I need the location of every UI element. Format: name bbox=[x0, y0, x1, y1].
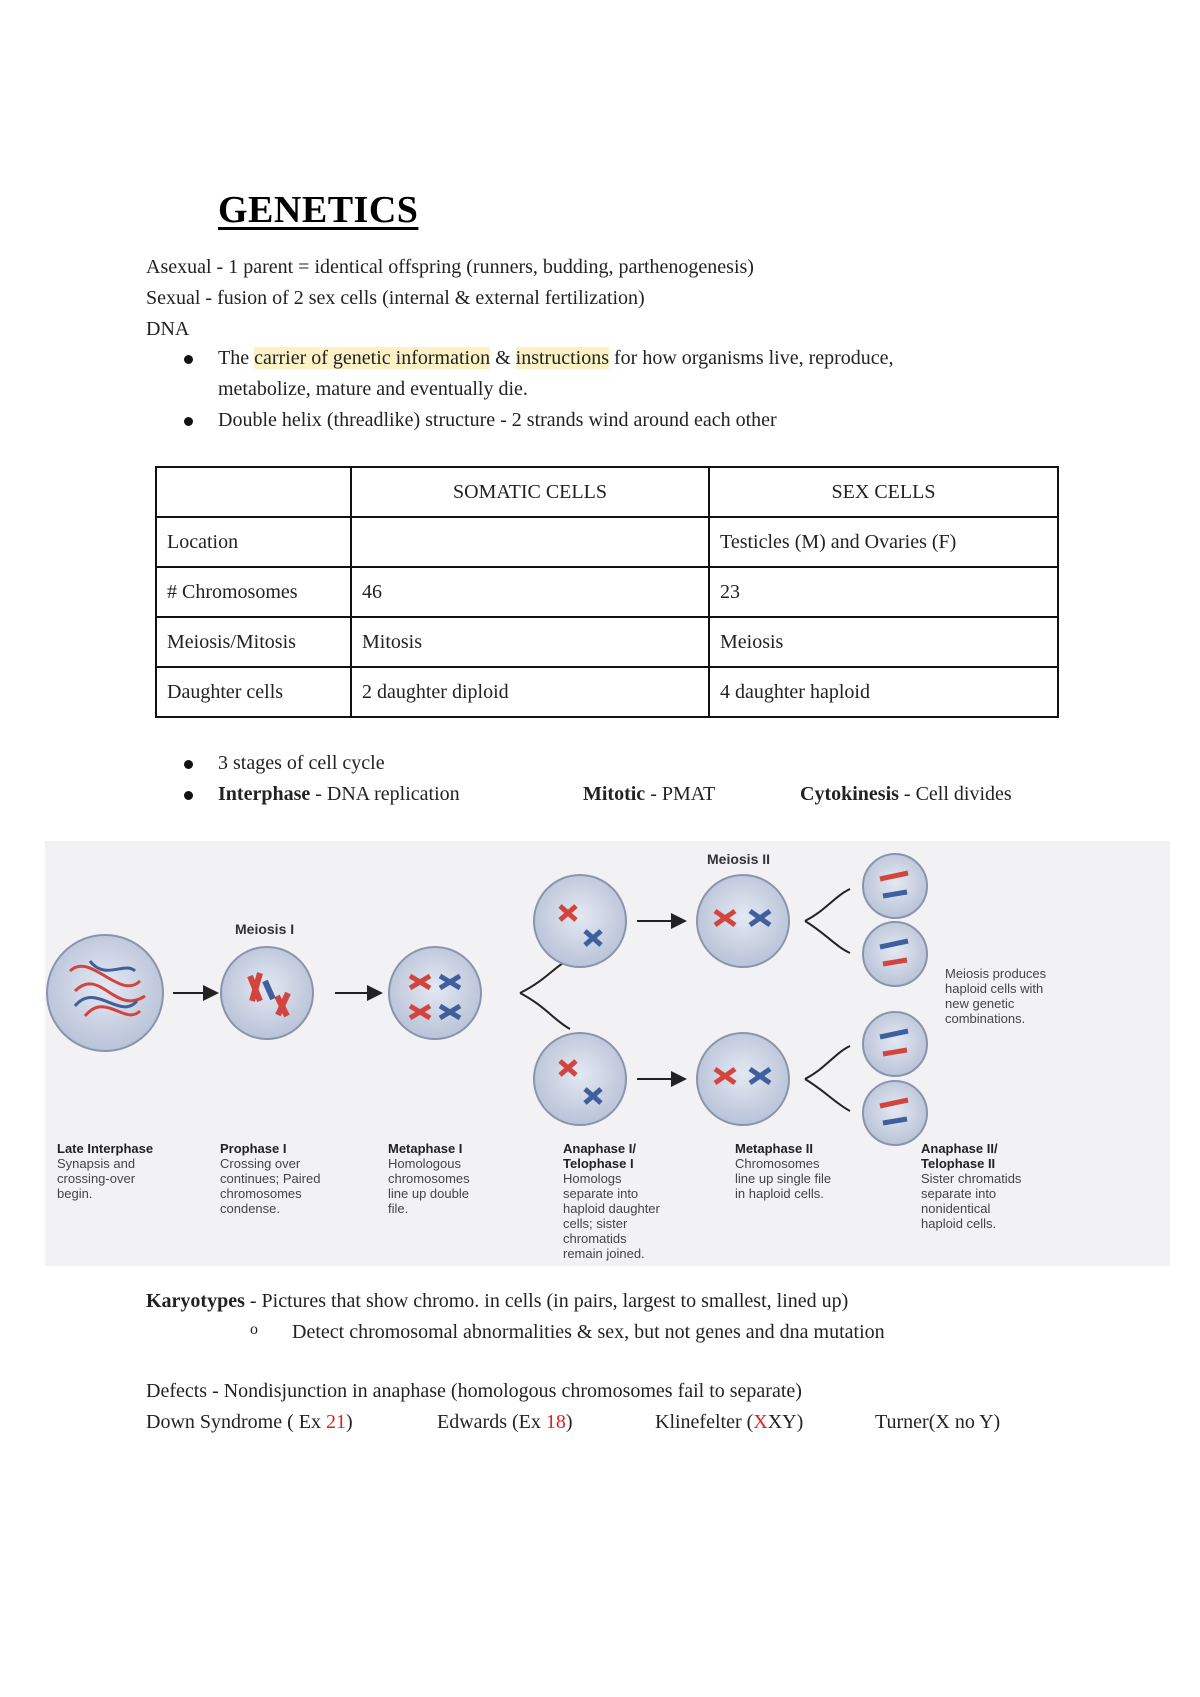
stage-line: nonidentical bbox=[921, 1201, 991, 1216]
text: ) bbox=[345, 1411, 353, 1433]
dna-bullet-1 bbox=[218, 347, 894, 370]
table-cell: Meiosis/Mitosis bbox=[156, 617, 351, 667]
stage-line: continues; Paired bbox=[220, 1171, 321, 1186]
stage-line: Homologs bbox=[563, 1171, 622, 1186]
stage-title: Late Interphase bbox=[57, 1141, 154, 1156]
haploid-cell-1 bbox=[863, 854, 927, 918]
stage-line: chromosomes bbox=[220, 1186, 302, 1201]
stage-line: cells; sister bbox=[563, 1216, 628, 1231]
defects-line: Defects - Nondisjunction in anaphase (homologous chromosomes fail to separate) bbox=[146, 1380, 802, 1402]
text: - PMAT bbox=[645, 783, 716, 805]
label: Karyotypes bbox=[146, 1290, 245, 1312]
haploid-cell-3 bbox=[863, 1012, 927, 1076]
table-cell: Mitosis bbox=[351, 617, 709, 667]
cells-comparison-table bbox=[155, 466, 1059, 718]
table-row bbox=[156, 667, 1058, 717]
stage-label-metaphase-1 bbox=[388, 1141, 470, 1216]
text: Down Syndrome ( Ex bbox=[146, 1411, 326, 1433]
text: ) bbox=[565, 1411, 573, 1433]
text: - DNA replication bbox=[310, 783, 460, 805]
stage-line: haploid daughter bbox=[563, 1201, 660, 1216]
hollow-bullet-icon: o bbox=[250, 1321, 258, 1338]
stage-label-late-interphase bbox=[57, 1141, 153, 1201]
table-cell: Daughter cells bbox=[156, 667, 351, 717]
haploid-cell-2 bbox=[863, 922, 927, 986]
text: The bbox=[218, 347, 255, 369]
side-note-line: haploid cells with bbox=[945, 981, 1044, 996]
meiosis-diagram bbox=[45, 841, 1170, 1266]
stage-title-2: Telophase I bbox=[563, 1156, 634, 1171]
cell-anaphase-1-bottom bbox=[534, 1033, 626, 1125]
meiosis-1-title: Meiosis I bbox=[235, 921, 295, 937]
cell-prophase-1 bbox=[221, 947, 313, 1039]
table-cell bbox=[351, 517, 709, 567]
dna-heading: DNA bbox=[146, 318, 190, 340]
cell-metaphase-1 bbox=[389, 947, 481, 1039]
sexual-line: Sexual - fusion of 2 sex cells (internal & external fertilization) bbox=[146, 287, 645, 309]
haploid-cell-4 bbox=[863, 1081, 927, 1145]
side-note-line: Meiosis produces bbox=[945, 966, 1047, 981]
karyotypes-line bbox=[146, 1290, 848, 1313]
bullet-icon bbox=[184, 417, 193, 426]
stage-line: Synapsis and bbox=[57, 1156, 136, 1171]
extra-x: X bbox=[753, 1411, 768, 1433]
asexual-line: Asexual - 1 parent = identical offspring (runners, budding, parthenogenesis) bbox=[146, 256, 754, 278]
chromosome-number: 21 bbox=[325, 1411, 346, 1433]
karyotypes-sub: Detect chromosomal abnormalities & sex, but not genes and dna mutation bbox=[292, 1321, 885, 1343]
bullet-icon bbox=[184, 791, 193, 800]
klinefelter-syndrome bbox=[655, 1411, 803, 1434]
stage-line: Sister chromatids bbox=[921, 1171, 1022, 1186]
table-header-row bbox=[156, 467, 1058, 517]
table-cell: 2 daughter diploid bbox=[351, 667, 709, 717]
cell-anaphase-1-top bbox=[534, 875, 626, 967]
stage-label-anaphase-1 bbox=[563, 1141, 660, 1261]
text: & bbox=[490, 347, 516, 369]
table-cell: 23 bbox=[709, 567, 1058, 617]
table-row bbox=[156, 567, 1058, 617]
stage-title-2: Telophase II bbox=[921, 1156, 996, 1171]
side-note-line: combinations. bbox=[945, 1011, 1026, 1026]
label: Interphase bbox=[218, 783, 311, 805]
stage-line: in haploid cells. bbox=[735, 1186, 824, 1201]
cycle-stages: 3 stages of cell cycle bbox=[218, 752, 385, 774]
table-header-cell bbox=[156, 467, 351, 517]
text: Klinefelter ( bbox=[655, 1411, 754, 1433]
stage-line: separate into bbox=[921, 1186, 997, 1201]
stage-line: separate into bbox=[563, 1186, 639, 1201]
interphase-item bbox=[218, 783, 460, 806]
stage-label-prophase-1 bbox=[220, 1141, 320, 1216]
text: - Pictures that show chromo. in cells (in pairs, largest to smallest, lined up) bbox=[244, 1290, 849, 1312]
table-cell: Testicles (M) and Ovaries (F) bbox=[709, 517, 1058, 567]
table-header-cell: SEX CELLS bbox=[709, 467, 1058, 517]
mitotic-item bbox=[583, 783, 715, 806]
side-note bbox=[945, 966, 1046, 1026]
side-note-line: new genetic bbox=[945, 996, 1015, 1011]
stage-title: Anaphase II/ bbox=[921, 1141, 998, 1156]
stage-line: file. bbox=[388, 1201, 409, 1216]
label: Cytokinesis bbox=[800, 783, 899, 805]
table-row bbox=[156, 517, 1058, 567]
stage-line: chromosomes bbox=[388, 1171, 470, 1186]
cytokinesis-item bbox=[800, 783, 1012, 806]
stage-title: Metaphase I bbox=[388, 1141, 463, 1156]
stage-line: crossing-over bbox=[57, 1171, 136, 1186]
stage-label-anaphase-2 bbox=[921, 1141, 1021, 1231]
turner-syndrome: Turner(X no Y) bbox=[875, 1411, 1001, 1433]
cell-late-interphase bbox=[47, 935, 163, 1051]
meiosis-2-title: Meiosis II bbox=[707, 851, 771, 867]
stage-title: Prophase I bbox=[220, 1141, 287, 1156]
table-cell: Location bbox=[156, 517, 351, 567]
stage-line: haploid cells. bbox=[921, 1216, 997, 1231]
table-cell: 46 bbox=[351, 567, 709, 617]
stage-line: line up double bbox=[388, 1186, 469, 1201]
down-syndrome bbox=[146, 1411, 353, 1434]
stage-label-metaphase-2 bbox=[735, 1141, 831, 1201]
label: Mitotic bbox=[583, 783, 646, 805]
stage-line: Chromosomes bbox=[735, 1156, 820, 1171]
table-row bbox=[156, 617, 1058, 667]
stage-line: remain joined. bbox=[563, 1246, 645, 1261]
stage-line: chromatids bbox=[563, 1231, 627, 1246]
table-cell: 4 daughter haploid bbox=[709, 667, 1058, 717]
stage-line: line up single file bbox=[735, 1171, 832, 1186]
highlight-instructions: instructions bbox=[515, 347, 609, 369]
highlight-carrier: carrier of genetic information bbox=[254, 347, 491, 369]
stage-line: Crossing over bbox=[220, 1156, 301, 1171]
stage-title: Metaphase II bbox=[735, 1141, 814, 1156]
stage-line: Homologous bbox=[388, 1156, 461, 1171]
text: XY) bbox=[767, 1411, 804, 1433]
text: - Cell divides bbox=[898, 783, 1012, 805]
edwards-syndrome bbox=[437, 1411, 573, 1434]
stage-line: condense. bbox=[220, 1201, 280, 1216]
chromosome-number: 18 bbox=[545, 1411, 566, 1433]
bullet-icon bbox=[184, 355, 193, 364]
dna-bullet-1-continued: metabolize, mature and eventually die. bbox=[218, 378, 528, 400]
page-title: GENETICS bbox=[218, 189, 419, 231]
bullet-icon bbox=[184, 760, 193, 769]
table-header-cell: SOMATIC CELLS bbox=[351, 467, 709, 517]
text: Edwards (Ex bbox=[437, 1411, 546, 1433]
text: for how organisms live, reproduce, bbox=[609, 347, 894, 369]
table-cell: # Chromosomes bbox=[156, 567, 351, 617]
cell-metaphase-2-bottom bbox=[697, 1033, 789, 1125]
cell-metaphase-2-top bbox=[697, 875, 789, 967]
stage-line: begin. bbox=[57, 1186, 93, 1201]
dna-bullet-2: Double helix (threadlike) structure - 2 strands wind around each other bbox=[218, 409, 777, 431]
table-cell: Meiosis bbox=[709, 617, 1058, 667]
stage-title: Anaphase I/ bbox=[563, 1141, 636, 1156]
